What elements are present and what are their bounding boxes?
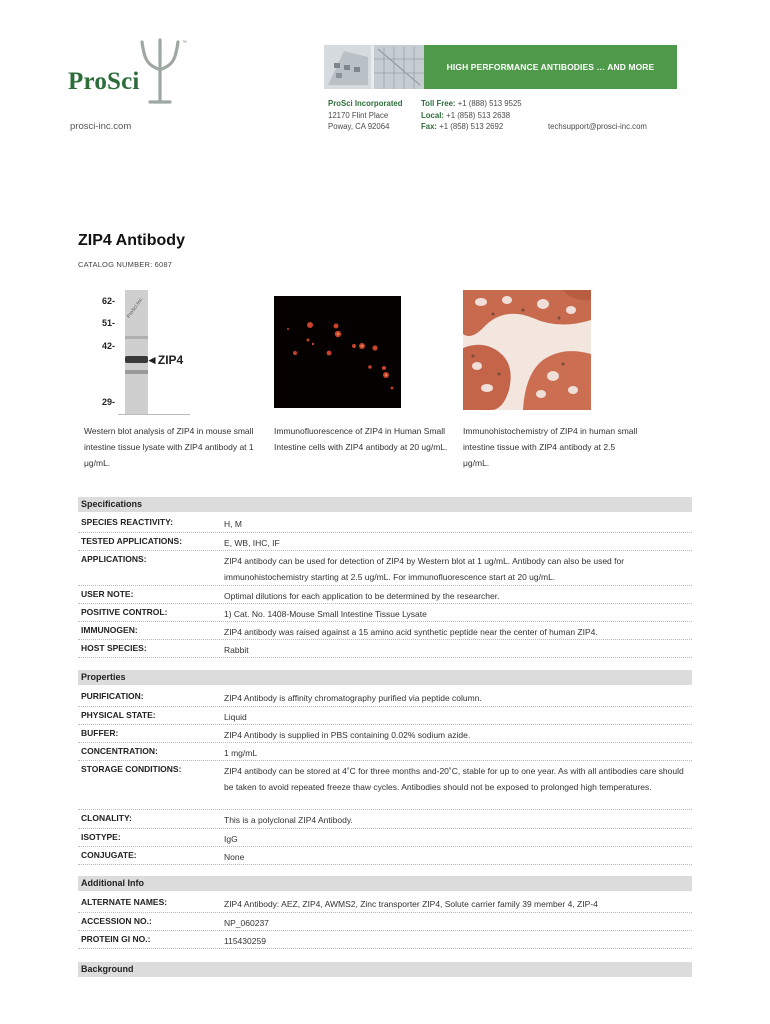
western-blot-figure bbox=[102, 290, 192, 416]
prop-row-buffer bbox=[78, 725, 692, 743]
spec-row-user-note bbox=[78, 586, 692, 604]
local-number: +1 (858) 513 2638 bbox=[446, 110, 511, 120]
prop-row-isotype bbox=[78, 829, 692, 847]
row-label: USER NOTE: bbox=[81, 589, 134, 599]
properties-heading: Properties bbox=[78, 670, 692, 685]
phone-numbers bbox=[421, 98, 522, 133]
faint-band bbox=[125, 370, 148, 374]
prop-row-clonality bbox=[78, 810, 692, 829]
fax-label: Fax: bbox=[421, 122, 438, 131]
row-label: PROTEIN GI NO.: bbox=[81, 934, 151, 944]
local-label: Local: bbox=[421, 110, 444, 120]
row-value: NP_060237 bbox=[224, 918, 269, 928]
row-value: 115430259 bbox=[224, 936, 266, 946]
company-address bbox=[328, 98, 403, 133]
row-label: CONJUGATE: bbox=[81, 850, 137, 860]
row-value: 1) Cat. No. 1408-Mouse Small Intestine Tissue Lysate bbox=[224, 609, 427, 619]
marker-29: 29- bbox=[102, 397, 116, 407]
toll-free-label: Toll Free: bbox=[421, 99, 456, 108]
row-value: This is a polyclonal ZIP4 Antibody. bbox=[224, 815, 353, 825]
support-email[interactable]: techsupport@prosci-inc.com bbox=[548, 122, 647, 131]
marker-62: 62- bbox=[102, 296, 116, 306]
row-label: SPECIES REACTIVITY: bbox=[81, 517, 173, 527]
toll-free-number: +1 (888) 513 9525 bbox=[457, 99, 522, 108]
marker-42: 42- bbox=[102, 341, 116, 351]
info-row-alternate-names bbox=[78, 894, 692, 913]
row-value: ZIP4 antibody was raised against a 15 amino acid synthetic peptide near the center of human ZIP4. bbox=[224, 627, 598, 637]
trademark-symbol: ™ bbox=[182, 40, 187, 46]
zip4-band-label: ◄ZIP4 bbox=[146, 353, 184, 367]
row-label: PHYSICAL STATE: bbox=[81, 710, 156, 720]
banner-photo-strip bbox=[324, 45, 424, 89]
row-label: ISOTYPE: bbox=[81, 832, 121, 842]
catalog-number: CATALOG NUMBER: 6087 bbox=[78, 260, 173, 269]
if-caption: Immunofluorescence of ZIP4 in Human Small Intestine cells with ZIP4 antibody at 20 ug/mL. bbox=[274, 426, 448, 452]
row-label: HOST SPECIES: bbox=[81, 643, 147, 653]
blot-baseline bbox=[118, 414, 190, 415]
row-value: 1 mg/mL bbox=[224, 748, 258, 758]
banner-tagline: HIGH PERFORMANCE ANTIBODIES … AND MORE bbox=[424, 45, 677, 89]
address-line-2: Poway, CA 92064 bbox=[328, 122, 390, 131]
row-label: CONCENTRATION: bbox=[81, 746, 158, 756]
spec-row-positive-control bbox=[78, 604, 692, 622]
additional-info-heading: Additional Info bbox=[78, 876, 692, 891]
info-row-accession bbox=[78, 913, 692, 931]
spec-row-tested-applications bbox=[78, 533, 692, 551]
row-value: None bbox=[224, 852, 245, 862]
product-title: ZIP4 Antibody bbox=[78, 232, 185, 249]
row-value: Liquid bbox=[224, 712, 247, 722]
row-label: IMMUNOGEN: bbox=[81, 625, 138, 635]
row-label: STORAGE CONDITIONS: bbox=[81, 764, 182, 774]
row-label: CLONALITY: bbox=[81, 813, 132, 823]
row-label: APPLICATIONS: bbox=[81, 554, 147, 564]
row-value: ZIP4 Antibody: AEZ, ZIP4, AWMS2, Zinc transporter ZIP4, Solute carrier family 39 member 4, ZIP-4 bbox=[224, 899, 598, 909]
specifications-heading: Specifications bbox=[78, 497, 692, 512]
logo-wordmark: ProSci bbox=[68, 68, 140, 95]
immunofluorescence-image bbox=[274, 296, 401, 408]
faint-band-upper bbox=[125, 336, 148, 339]
row-value: ZIP4 Antibody is supplied in PBS containing 0.02% sodium azide. bbox=[224, 730, 471, 740]
row-label: ACCESSION NO.: bbox=[81, 916, 152, 926]
row-value: ZIP4 Antibody is affinity chromatography purified via peptide column. bbox=[224, 693, 482, 703]
website-link[interactable]: prosci-inc.com bbox=[70, 121, 132, 132]
prop-row-conjugate bbox=[78, 847, 692, 865]
row-value: Optimal dilutions for each application to be determined by the researcher. bbox=[224, 591, 500, 601]
spec-row-applications bbox=[78, 551, 692, 586]
row-label: PURIFICATION: bbox=[81, 691, 144, 701]
prop-row-concentration bbox=[78, 743, 692, 761]
row-label: BUFFER: bbox=[81, 728, 119, 738]
prop-row-storage bbox=[78, 761, 692, 810]
blot-watermark: ProSci Inc. bbox=[126, 296, 145, 320]
zip4-band bbox=[125, 356, 148, 363]
spec-row-species bbox=[78, 514, 692, 533]
address-line-1: 12170 Flint Place bbox=[328, 110, 389, 120]
background-heading: Background bbox=[78, 962, 692, 977]
row-label: ALTERNATE NAMES: bbox=[81, 897, 168, 907]
info-row-protein-gi bbox=[78, 931, 692, 949]
ihc-caption: Immunohistochemistry of ZIP4 in human small intestine tissue with ZIP4 antibody at 2.5 μg/mL. bbox=[463, 426, 638, 468]
row-label: POSITIVE CONTROL: bbox=[81, 607, 168, 617]
marker-51: 51- bbox=[102, 318, 116, 328]
row-value: H, M bbox=[224, 519, 242, 529]
company-name: ProSci Incorporated bbox=[328, 99, 403, 108]
ihc-image bbox=[463, 290, 591, 410]
row-value: E, WB, IHC, IF bbox=[224, 538, 280, 548]
western-blot-caption: Western blot analysis of ZIP4 in mouse small intestine tissue lysate with ZIP4 antibody at 1 μg/mL. bbox=[84, 426, 254, 468]
fax-number: +1 (858) 513 2692 bbox=[439, 122, 504, 131]
row-value: Rabbit bbox=[224, 645, 249, 655]
prop-row-physical-state bbox=[78, 707, 692, 725]
prop-row-purification bbox=[78, 688, 692, 707]
row-value: ZIP4 antibody can be stored at 4˚C for three months and-20˚C, stable for up to one year. As with all antibodies care should be taken to avoid repeated freeze thaw cycles. Antibodies should not be exposed to prolonged high temperatures. bbox=[224, 766, 684, 792]
row-value: ZIP4 antibody can be used for detection of ZIP4 by Western blot at 1 ug/mL. Antibody can also be used for immunohistochemistry starting at 2.5 ug/mL. For immunofluorescence start at 20 ug/mL. bbox=[224, 556, 625, 582]
spec-row-immunogen bbox=[78, 622, 692, 640]
spec-row-host-species bbox=[78, 640, 692, 658]
row-value: IgG bbox=[224, 834, 238, 844]
row-label: TESTED APPLICATIONS: bbox=[81, 536, 183, 546]
